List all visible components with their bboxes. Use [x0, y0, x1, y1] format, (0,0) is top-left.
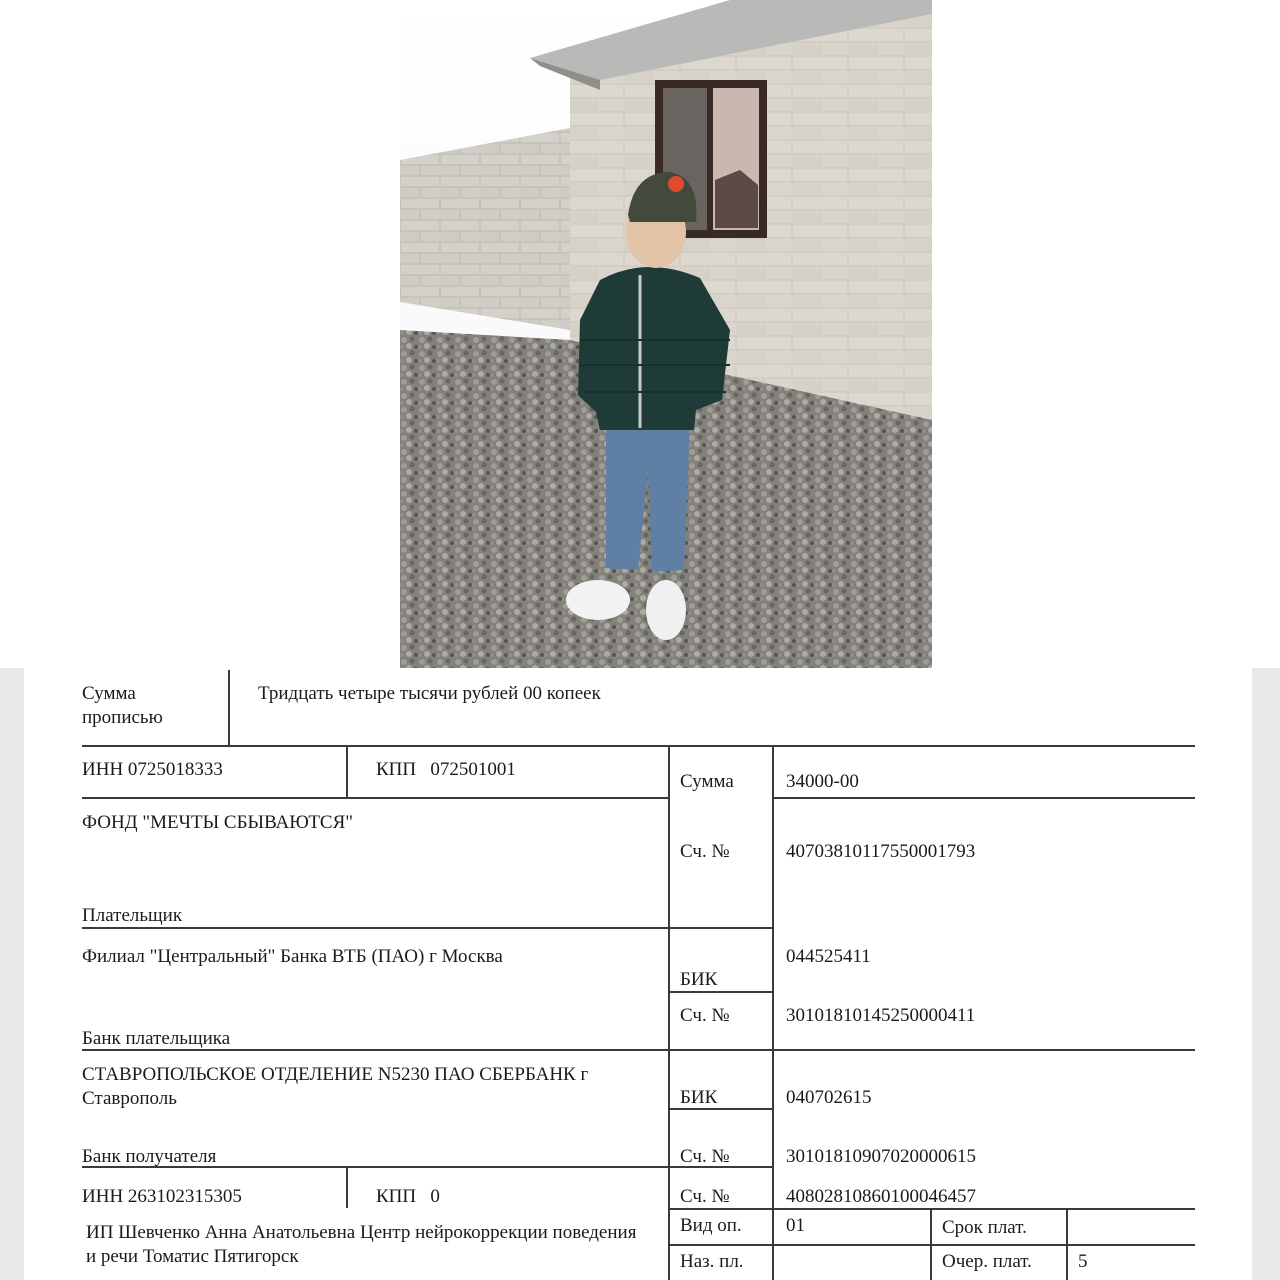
child-photo — [400, 0, 932, 668]
payer-bik: 044525411 — [786, 946, 871, 967]
payer-bank-corr: 30101810145250000411 — [786, 1005, 976, 1026]
divider — [668, 745, 670, 1280]
payee-bank-label: Банк получателя — [82, 1146, 217, 1167]
sum-label: Сумма — [680, 771, 734, 792]
payer-kpp: КПП 072501001 — [376, 759, 516, 780]
payee-bank-name: СТАВРОПОЛЬСКОЕ ОТДЕЛЕНИЕ N5230 ПАО СБЕРБАНК г Ставрополь — [82, 1064, 589, 1109]
payer-name: ФОНД "МЕЧТЫ СБЫВАЮТСЯ" — [82, 812, 354, 833]
payment-order-sheet — [24, 668, 1252, 1280]
purpose-label: Наз. пл. — [680, 1251, 744, 1272]
payee-name: ИП Шевченко Анна Анатольевна Центр нейрокоррекции поведения и речи Томатис Пятигорск — [86, 1222, 637, 1267]
payee-bik-label: БИК — [680, 1087, 718, 1108]
payer-bank-label: Банк плательщика — [82, 1028, 231, 1049]
payee-bank-corr: 30101810907020000615 — [786, 1146, 976, 1167]
sum-value: 34000-00 — [786, 771, 859, 792]
payer-bank-name: Филиал "Центральный" Банка ВТБ (ПАО) г Москва — [82, 946, 503, 967]
divider — [82, 797, 668, 799]
divider — [772, 797, 1195, 799]
payer-label: Плательщик — [82, 905, 183, 926]
payee-bank-corr-label: Сч. № — [680, 1146, 730, 1167]
payer-inn: ИНН 0725018333 — [82, 759, 223, 780]
divider — [346, 745, 348, 797]
payee-bik: 040702615 — [786, 1087, 872, 1108]
divider — [228, 670, 230, 745]
payer-bank-corr-label: Сч. № — [680, 1005, 730, 1026]
op-type-label: Вид оп. — [680, 1215, 742, 1236]
op-type-value: 01 — [786, 1215, 805, 1236]
term-label: Срок плат. — [942, 1217, 1027, 1238]
divider — [668, 1244, 1195, 1246]
priority-label: Очер. плат. — [942, 1251, 1032, 1272]
priority-value: 5 — [1078, 1251, 1088, 1272]
sum-words-label: Сумма прописью — [82, 683, 163, 728]
sum-words-value: Тридцать четыре тысячи рублей 00 копеек — [258, 683, 601, 704]
payer-bik-label: БИК — [680, 969, 718, 990]
divider — [772, 745, 774, 1280]
payee-inn: ИНН 263102315305 — [82, 1186, 242, 1207]
payee-account-label: Сч. № — [680, 1186, 730, 1207]
divider — [346, 1166, 348, 1208]
document-background — [0, 668, 1280, 1280]
payer-account: 40703810117550001793 — [786, 841, 976, 862]
divider — [82, 745, 1195, 747]
payee-kpp: КПП 0 — [376, 1186, 440, 1207]
payee-account: 40802810860100046457 — [786, 1186, 976, 1207]
payer-account-label: Сч. № — [680, 841, 730, 862]
divider — [82, 927, 772, 929]
divider — [82, 1049, 1195, 1051]
